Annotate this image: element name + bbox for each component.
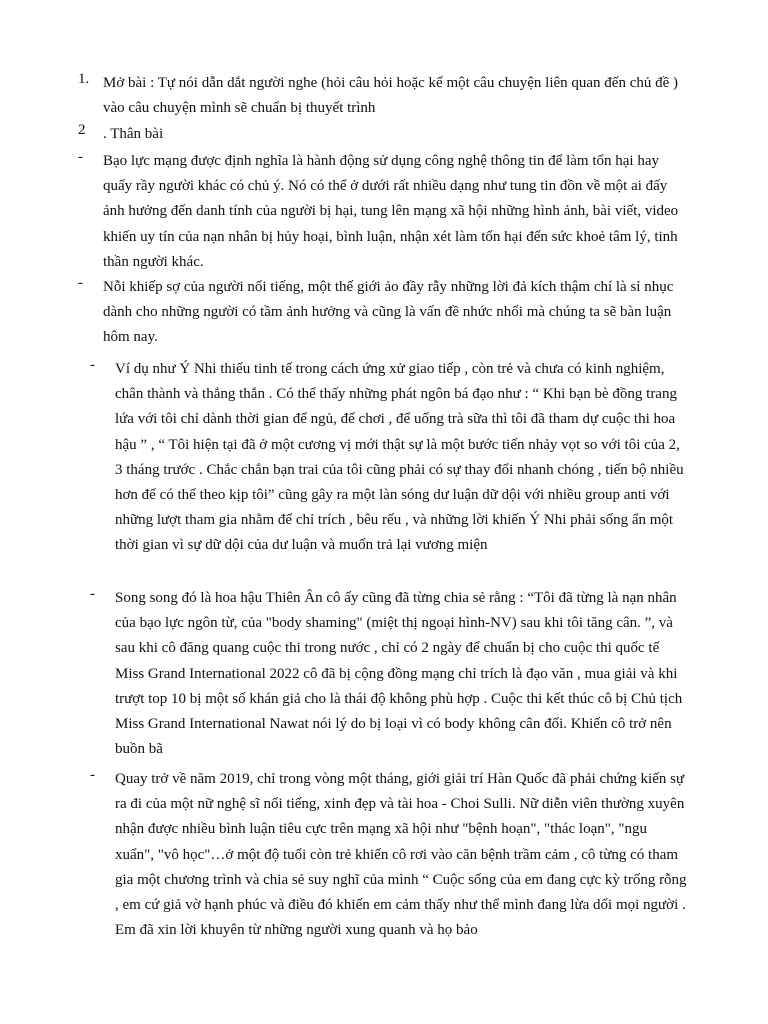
list-item-text: Nỗi khiếp sợ của người nổi tiếng, một thế giới ảo đầy rẫy những lời đả kích thậm chí là sỉ nhục dành cho những người có tầm ảnh hưởng và cũng là vấn đề nhức nhối mà chúng ta sẽ bàn luận hôm nay. [103,279,674,346]
dash-bullet: - [78,275,83,291]
list-item-text: Quay trở về năm 2019, chỉ trong vòng một tháng, giới giải trí Hàn Quốc đã phải chứng kiến sự ra đi của một nữ nghệ sĩ nổi tiếng, xinh đẹp và tài hoa - Choi Sulli. Nữ diễn viên thường xuyên nhận được nhiều bình luận tiêu cực trên mạng xã hội như "bệnh hoạn", "thác loạn", "ngu xuẩn", "vô học"…ở một độ tuổi còn trẻ khiến cô rơi vào căn bệnh trầm cảm , cô từng có tham gia một chương trình và chia sẻ suy nghĩ của mình “ Cuộc sống của em đang cực kỳ trống rỗng , em cứ giả vờ hạnh phúc và điều đó khiến em cảm thấy như thể mình đang lừa dối mọi người . Em đã xin lời khuyên từ những người xung quanh và họ bảo [115,771,687,939]
dash-bullet: - [90,767,95,783]
list-item-text: Bạo lực mạng được định nghĩa là hành động sử dụng công nghệ thông tin để làm tổn hại hay quấy rầy người khác có chủ ý. Nó có thể ở dưới rất nhiều dạng như tung tin đồn về một ai đấy ảnh hưởng đến danh tính của người bị hại, tung lên mạng xã hội những hình ảnh, bài viết, video khiến uy tín của nạn nhân bị hủy hoại, bình luận, nhận xét làm tổn hại đến sức khoẻ tâm lý, tinh thần người khác. [103,153,679,270]
list-item-text: Song song đó là hoa hậu Thiên Ân cô ấy cũng đã từng chia sẻ rằng : “Tôi đã từng là nạn nhân của bạo lực ngôn từ, của "body shaming" (miệt thị ngoại hình-NV) sau khi tôi tăng cân. ”, và sau khi cô đăng quang cuộc thi trong nước , chỉ có 2 ngày để chuẩn bị cho cuộc thi quốc tế Miss Grand International 2022 cô đã bị cộng đồng mạng chỉ trích là đạo văn , mua giải và khi trượt top 10 bị một số khán giả cho là thái độ không phù hợp . Cuộc thi kết thúc cô bị Chủ tịch Miss Grand International Nawat nói lý do bị loại vì có body không cân đối. Khiến cô trở nên buồn bã [115,590,683,758]
dash-bullet: - [90,357,95,373]
list-item-text: Mở bài : Tự nói dẫn dắt người nghe (hỏi câu hỏi hoặc kể một câu chuyện liên quan đến chủ đề ) vào câu chuyện mình sẽ chuẩn bị thuyết trình [103,75,679,117]
list-number: 1. [78,71,90,87]
dash-bullet: - [78,149,83,165]
dash-bullet: - [90,586,95,602]
list-number: 2 [78,122,86,138]
list-item-text: Ví dụ như Ý Nhi thiếu tinh tế trong cách ứng xử giao tiếp , còn trẻ và chưa có kinh nghiệm, chân thành và thẳng thắn . Có thể thấy những phát ngôn bá đạo như : “ Khi bạn bè đồng trang lứa với tôi chỉ dành thời gian để ngủ, để chơi , để uống trà sữa thì tôi đã tham dự cuộc thi hoa hậu ” , “ Tôi hiện tại đã ở một cương vị mới thật sự là một bước tiến nhảy vọt so với tôi của 2, 3 tháng trước . Chắc chắn bạn trai của tôi cũng phải có sự thay đổi nhanh chóng , tiến bộ nhiều hơn để có thể theo kịp tôi” cũng gây ra một làn sóng dư luận dữ dội với nhiều group anti với những lượt tham gia nhằm để chỉ trích , bêu rếu , và những lời khiến Ý Nhi phải sống ẩn một thời gian vì sự dữ dội của dư luận và muốn trả lại vương miện [115,361,684,554]
list-item-text: . Thân bài [103,126,164,142]
